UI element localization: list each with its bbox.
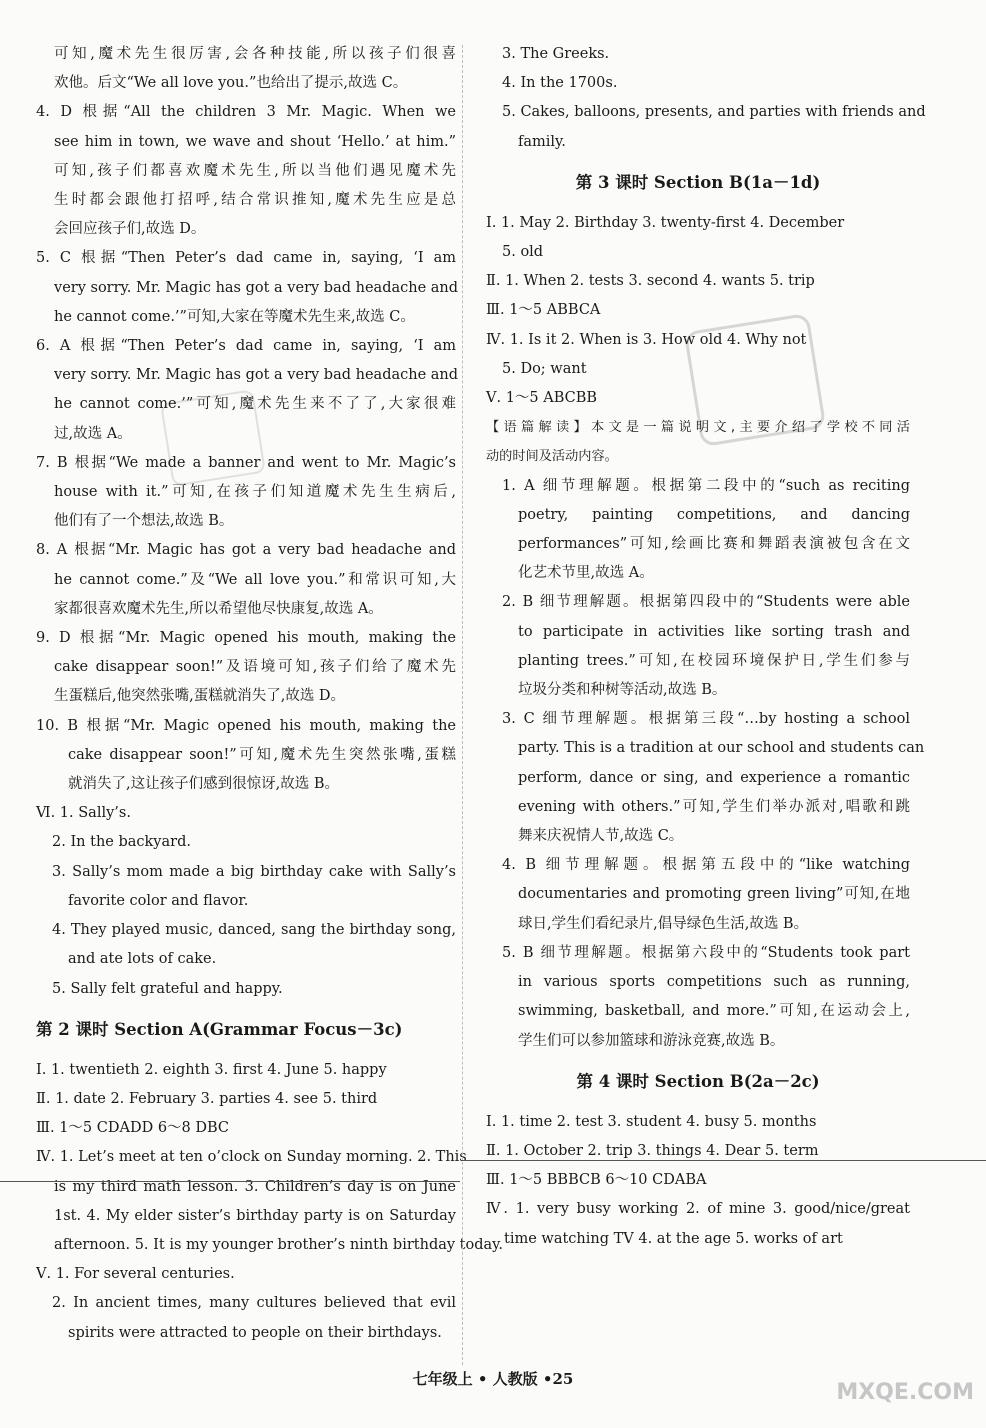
answer-line: 垃圾分类和种树等活动,故选 B。 xyxy=(518,682,727,699)
watermark-logo: MXQE.COM xyxy=(836,1380,974,1405)
answer-line: he cannot come.’”可知,大家在等魔术先生来,故选 C。 xyxy=(54,308,415,325)
answer-line: 4. In the 1700s. xyxy=(502,75,618,92)
answer-line: and ate lots of cake. xyxy=(68,951,217,968)
answer-line: 1. A 细节理解题。根据第二段中的“such as reciting xyxy=(502,477,910,494)
answer-line: 学生们可以参加篮球和游泳竞赛,故选 B。 xyxy=(518,1032,785,1049)
answer-line: 会回应孩子们,故选 D。 xyxy=(54,221,206,238)
answer-line: 可知,魔术先生很厉害,会各种技能,所以孩子们很喜 xyxy=(54,46,456,62)
answer-line: Ⅰ. 1. twentieth 2. eighth 3. first 4. June 5. happy xyxy=(36,1061,387,1078)
answer-line: 动的时间及活动内容。 xyxy=(486,449,618,465)
answer-line: family. xyxy=(518,133,566,150)
answer-line: swimming, basketball, and more.”可知,在运动会上, xyxy=(518,1003,910,1020)
answer-line: documentaries and promoting green living”可知,在地 xyxy=(518,886,910,903)
answer-line: Ⅲ. 1～5 CDADD 6～8 DBC xyxy=(36,1120,230,1137)
answer-line: poetry, painting competitions, and dancing xyxy=(518,506,910,523)
answer-line: Ⅳ. 1. very busy working 2. of mine 3. good/nice/great xyxy=(486,1201,910,1218)
answer-line: 化艺术节里,故选 A。 xyxy=(518,565,654,582)
answer-line: Ⅳ. 1. Is it 2. When is 3. How old 4. Why not xyxy=(486,331,807,348)
answer-line: 2. B 细节理解题。根据第四段中的“Students were able xyxy=(502,594,910,611)
answer-line: 8. A 根据“Mr. Magic has got a very bad headache and xyxy=(36,542,456,559)
answer-line: 他们有了一个想法,故选 B。 xyxy=(54,513,234,530)
answer-line: Ⅰ. 1. May 2. Birthday 3. twenty-first 4. December xyxy=(486,214,845,231)
answer-line: 6. A 根据“Then Peter’s dad came in, saying, ‘I am xyxy=(36,338,456,355)
answer-line: 【语篇解读】本文是一篇说明文,主要介绍了学校不同活 xyxy=(486,420,910,436)
answer-line: cake disappear soon!”可知,魔术先生突然张嘴,蛋糕 xyxy=(68,746,456,763)
right-column xyxy=(486,40,926,1254)
answer-line: cake disappear soon!”及语境可知,孩子们给了魔术先 xyxy=(54,659,456,676)
answer-line: 2. In ancient times, many cultures believed that evil xyxy=(52,1295,456,1312)
answer-line: planting trees.”可知,在校园环境保护日,学生们参与 xyxy=(518,652,910,669)
answer-line: 5. Sally felt grateful and happy. xyxy=(52,980,283,997)
answer-line: 球日,学生们看纪录片,倡导绿色生活,故选 B。 xyxy=(518,915,809,932)
section-heading: 第 2 课时 Section A(Grammar Focus－3c) xyxy=(36,1019,403,1039)
answer-line: to participate in activities like sorting trash and xyxy=(518,623,910,640)
answer-line: he cannot come.’”可知,魔术先生来不了了,大家很难 xyxy=(54,396,456,413)
answer-line: Ⅲ. 1～5 ABBCA xyxy=(486,302,601,319)
answer-line: 5. B 细节理解题。根据第六段中的“Students took part xyxy=(502,944,910,961)
answer-line: Ⅱ. 1. When 2. tests 3. second 4. wants 5. trip xyxy=(486,273,815,290)
answer-line: Ⅴ. 1. For several centuries. xyxy=(36,1266,235,1283)
answer-line: Ⅳ. 1. Let’s meet at ten o’clock on Sunday morning. 2. This xyxy=(36,1149,467,1166)
answer-line: 3. Sally’s mom made a big birthday cake with Sally’s xyxy=(52,863,456,880)
answer-line: party. This is a tradition at our school and students can xyxy=(518,740,925,757)
answer-line: 2. In the backyard. xyxy=(52,834,191,851)
answer-line: Ⅵ. 1. Sally’s. xyxy=(36,805,131,822)
answer-line: 5. Cakes, balloons, presents, and parties with friends and xyxy=(502,104,926,121)
answer-line: 4. B 细节理解题。根据第五段中的“like watching xyxy=(502,857,910,874)
answer-line: 家都很喜欢魔术先生,所以希望他尽快康复,故选 A。 xyxy=(54,600,383,617)
section-heading: 第 4 课时 Section B(2a－2c) xyxy=(576,1071,820,1091)
answer-line: is my third math lesson. 3. Children’s day is on June xyxy=(54,1178,456,1195)
answer-line: 5. old xyxy=(502,244,544,261)
answer-line: 过,故选 A。 xyxy=(54,425,132,442)
answer-line: 欢他。后文“We all love you.”也给出了提示,故选 C。 xyxy=(54,75,408,92)
answer-line: favorite color and flavor. xyxy=(68,892,249,909)
answer-line: 舞来庆祝情人节,故选 C。 xyxy=(518,828,684,845)
answer-line: 3. The Greeks. xyxy=(502,46,610,62)
answer-line: Ⅱ. 1. October 2. trip 3. things 4. Dear 5. term xyxy=(486,1142,819,1159)
answer-line: he cannot come.”及“We all love you.”和常识可知,大 xyxy=(54,571,456,588)
answer-line: 7. B 根据“We made a banner and went to Mr. Magic’s xyxy=(36,454,456,471)
answer-line: very sorry. Mr. Magic has got a very bad headache and xyxy=(54,279,459,296)
answer-line: very sorry. Mr. Magic has got a very bad headache and xyxy=(54,367,459,384)
answer-line: house with it.”可知,在孩子们知道魔术先生生病后, xyxy=(54,484,456,501)
answer-line: 1st. 4. My elder sister’s birthday party is on Saturday xyxy=(54,1207,456,1224)
answer-line: 4. D 根据“All the children 3 Mr. Magic. When we xyxy=(36,104,456,121)
column-divider xyxy=(462,45,463,1365)
answer-line: performances”可知,绘画比赛和舞蹈表演被包含在文 xyxy=(518,536,910,553)
answer-line: Ⅲ. 1～5 BBBCB 6～10 CDABA xyxy=(486,1172,707,1189)
scan-horizontal-line xyxy=(0,1181,460,1182)
answer-line: 生蛋糕后,他突然张嘴,蛋糕就消失了,故选 D。 xyxy=(54,688,346,705)
answer-line: 9. D 根据“Mr. Magic opened his mouth, making the xyxy=(36,630,456,647)
answer-line: Ⅱ. 1. date 2. February 3. parties 4. see 5. third xyxy=(36,1090,378,1107)
answer-line: Ⅴ. 1～5 ABCBB xyxy=(486,390,598,407)
answer-line: 3. C 细节理解题。根据第三段“…by hosting a school xyxy=(502,711,910,728)
answer-line: 就消失了,这让孩子们感到很惊讶,故选 B。 xyxy=(68,776,339,793)
section-heading: 第 3 课时 Section B(1a－1d) xyxy=(575,172,821,192)
answer-line: see him in town, we wave and shout ‘Hello.’ at him.” xyxy=(54,133,456,150)
answer-line: time watching TV 4. at the age 5. works of art xyxy=(504,1230,843,1247)
answer-line: in various sports competitions such as running, xyxy=(518,974,910,991)
answer-line: afternoon. 5. It is my younger brother’s ninth birthday today. xyxy=(54,1236,504,1253)
answer-line: 5. Do; want xyxy=(502,360,587,377)
answer-line: 5. C 根据“Then Peter’s dad came in, saying, ‘I am xyxy=(36,250,456,267)
answer-line: evening with others.”可知,学生们举办派对,唱歌和跳 xyxy=(518,798,910,815)
left-column xyxy=(36,40,504,1348)
answer-line: Ⅰ. 1. time 2. test 3. student 4. busy 5. months xyxy=(486,1113,817,1130)
answer-line: 4. They played music, danced, sang the birthday song, xyxy=(52,922,456,939)
answer-line: 可知,孩子们都喜欢魔术先生,所以当他们遇见魔术先 xyxy=(54,162,456,179)
answer-line: perform, dance or sing, and experience a romantic xyxy=(518,769,910,786)
scan-horizontal-line-right xyxy=(462,1160,986,1161)
answer-line: spirits were attracted to people on their birthdays. xyxy=(68,1324,442,1341)
page-footer: 七年级上 • 人教版 •25 xyxy=(412,1370,574,1388)
answer-line: 生时都会跟他打招呼,结合常识推知,魔术先生应是总 xyxy=(54,192,456,209)
answer-line: 10. B 根据“Mr. Magic opened his mouth, making the xyxy=(36,717,456,734)
